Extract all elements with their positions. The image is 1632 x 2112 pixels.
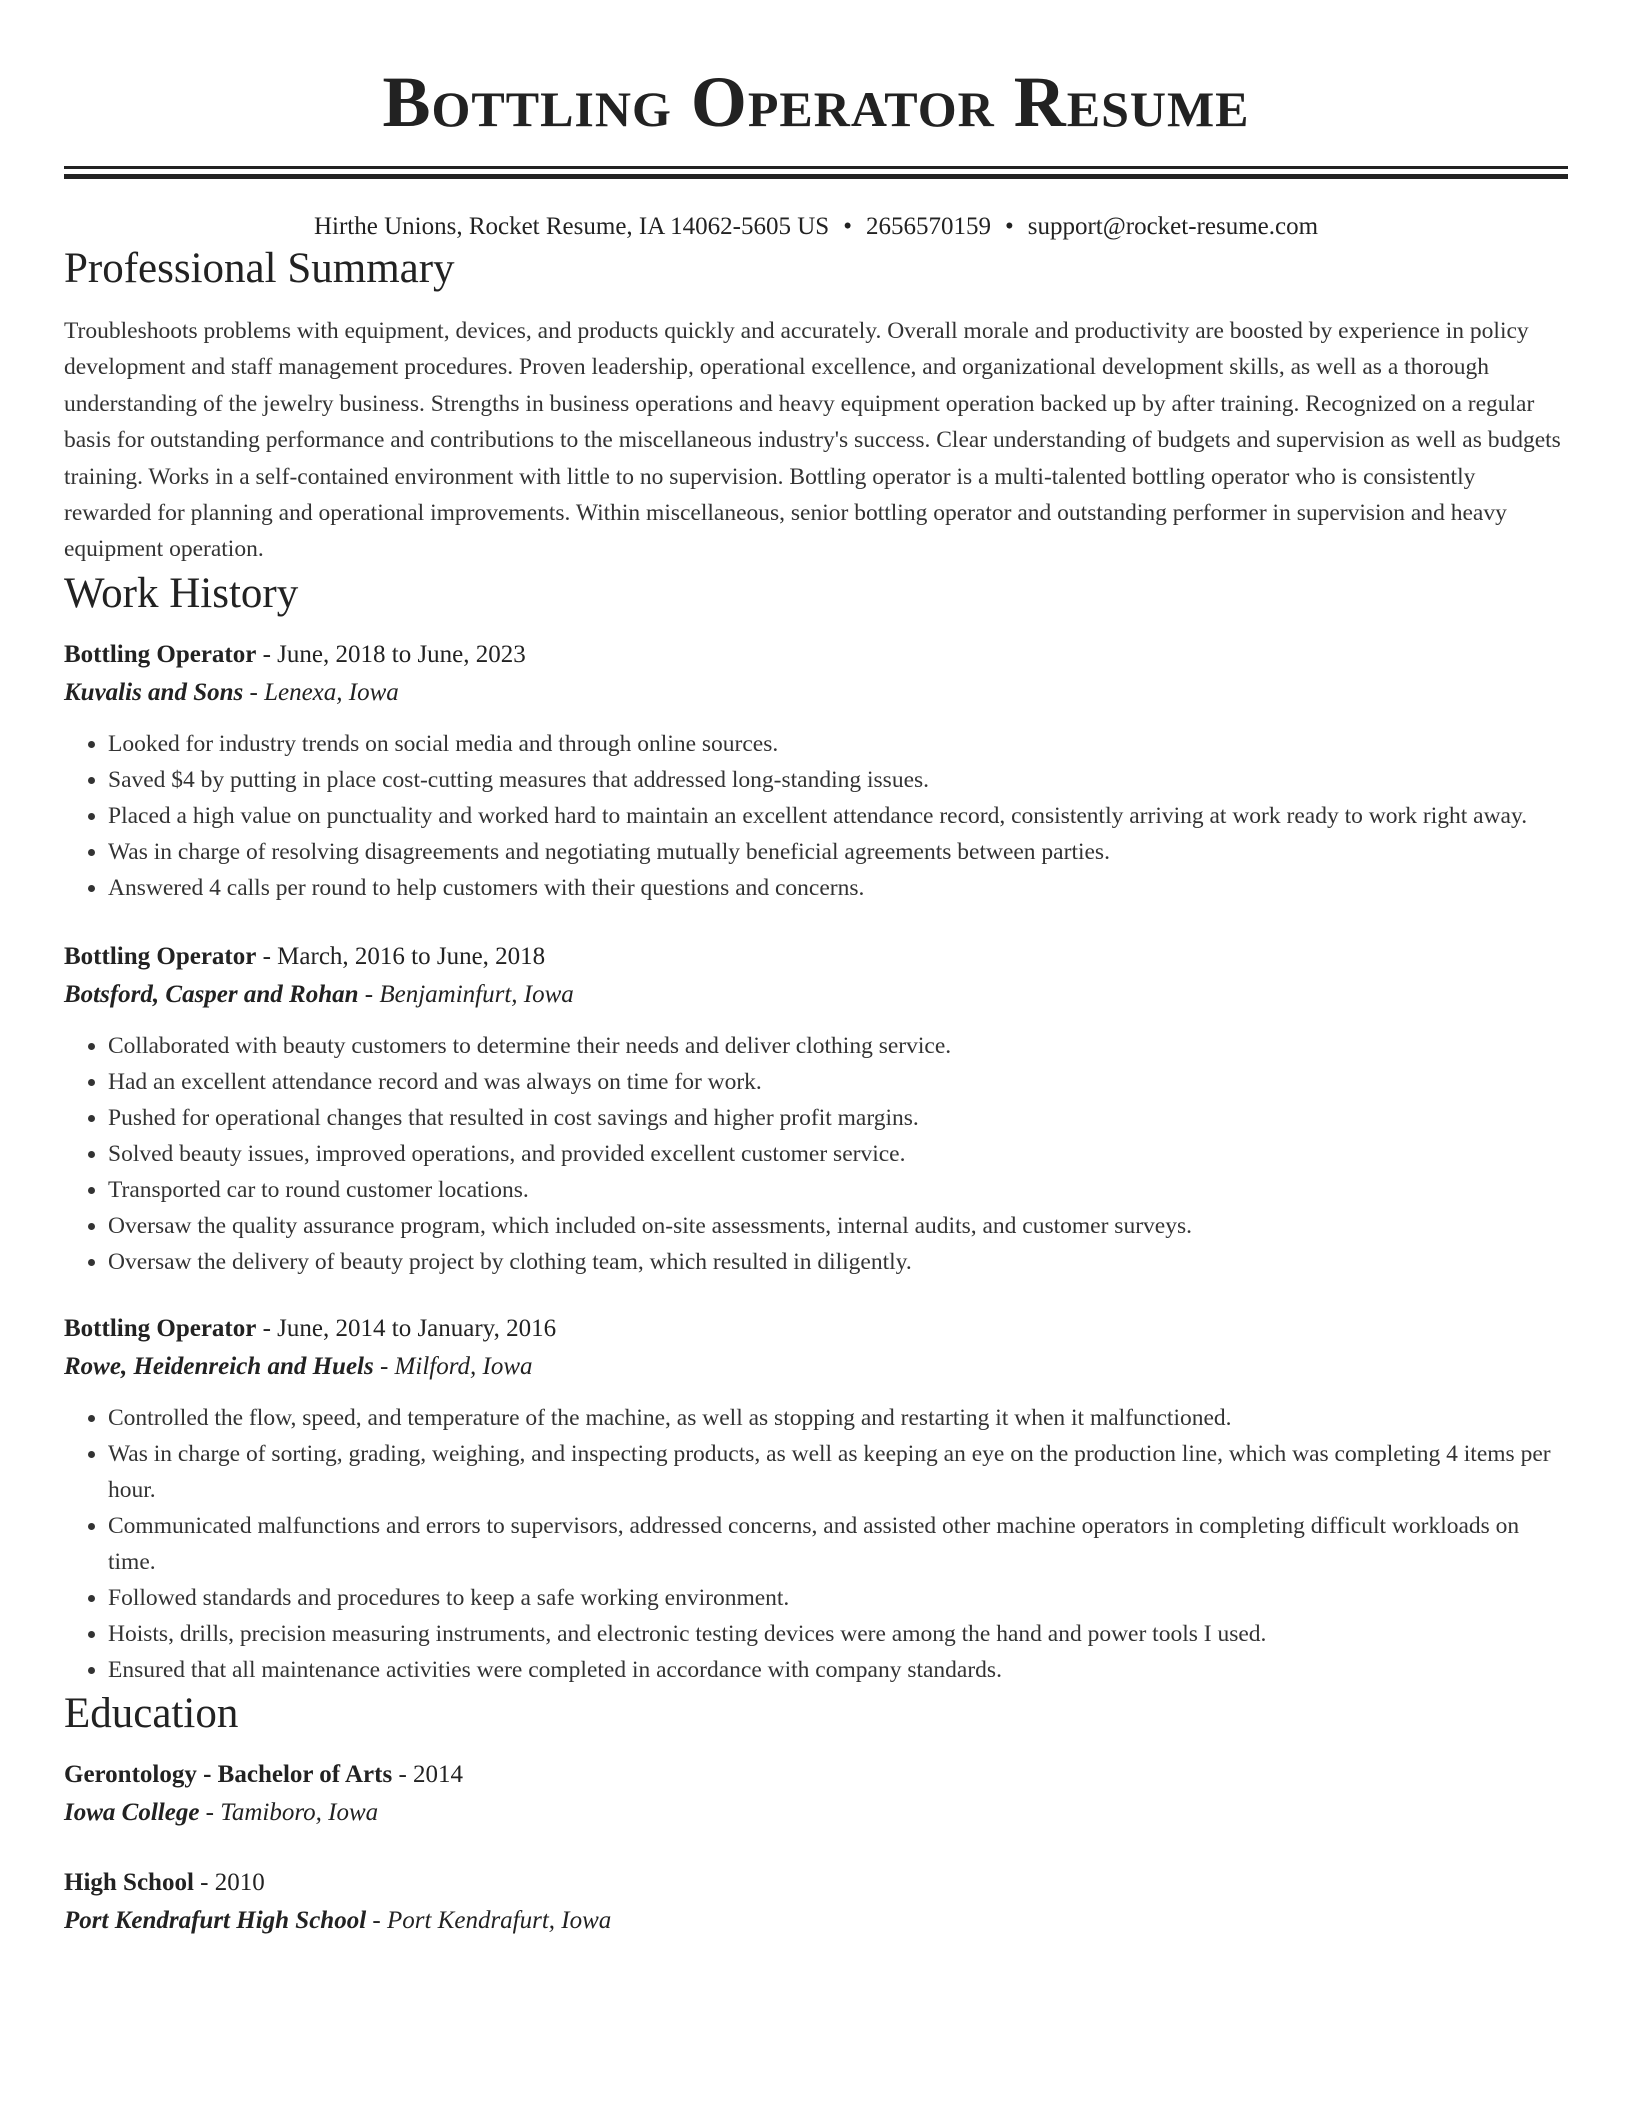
work-history-heading: Work History	[64, 569, 299, 617]
resume-title: Bottling Operator Resume	[382, 62, 1250, 142]
list-item: • Solved beauty issues, improved operations, and provided excellent customer service.	[108, 1136, 1568, 1172]
education-degree-line	[64, 1864, 1568, 1902]
list-item: • Oversaw the delivery of beauty project by clothing team, which resulted in diligently.	[108, 1244, 1568, 1280]
contact-separator: •	[843, 213, 852, 240]
job-company-line	[64, 976, 1568, 1014]
job-dates: - June, 2018 to June, 2023	[256, 640, 526, 668]
list-item: • Controlled the flow, speed, and temperature of the machine, as well as stopping and restarting it when it malfunctioned.	[108, 1400, 1568, 1436]
job-bullets	[64, 726, 1568, 906]
summary-text: Troubleshoots problems with equipment, devices, and products quickly and accurately. Overall morale and productivity are boosted by experience in policy development and staff management procedures. Proven leadership, operational excellence, and organizational development skills, as well as a thorough understanding of the jewelry business. Strengths in business operations and heavy equipment operation backed up by after training. Recognized on a regular basis for outstanding performance and contributions to the miscellaneous industry's success. Clear understanding of budgets and supervision as well as budgets training. Works in a self-contained environment with little to no supervision. Bottling operator is a multi-talented bottling operator who is consistently rewarded for planning and operational improvements. Within miscellaneous, senior bottling operator and outstanding performer in supervision and heavy equipment operation.	[64, 318, 1561, 563]
job-title: Bottling Operator	[64, 1314, 257, 1342]
job-dates: - March, 2016 to June, 2018	[256, 942, 546, 970]
summary-heading: Professional Summary	[64, 245, 455, 292]
education-year: - 2010	[193, 1868, 265, 1896]
education-degree: Gerontology - Bachelor of Arts	[64, 1760, 393, 1788]
list-item: • Answered 4 calls per round to help customers with their questions and concerns.	[108, 870, 1568, 906]
job-bullets	[64, 1028, 1568, 1280]
list-item: • Hoists, drills, precision measuring instruments, and electronic testing devices were among the hand and power tools I used.	[108, 1616, 1568, 1652]
education-entry	[64, 1756, 1568, 1832]
title-divider-bottom	[64, 174, 1568, 179]
job-title: Bottling Operator	[64, 942, 257, 970]
list-item: • Looked for industry trends on social media and through online sources.	[108, 726, 1568, 762]
list-item: • Transported car to round customer locations.	[108, 1172, 1568, 1208]
list-item: • Was in charge of resolving disagreements and negotiating mutually beneficial agreements between parties.	[108, 834, 1568, 870]
education-entry	[64, 1864, 1568, 1940]
list-item: • Saved $4 by putting in place cost-cutting measures that addressed long-standing issues.	[108, 762, 1568, 798]
list-item: • Ensured that all maintenance activities were completed in accordance with company standards.	[108, 1652, 1568, 1688]
job-location: - Milford, Iowa	[373, 1352, 533, 1380]
contact-line	[64, 211, 1568, 243]
list-item: • Was in charge of sorting, grading, weighing, and inspecting products, as well as keeping an eye on the production line, which was completing 4 items per hour.	[108, 1436, 1568, 1508]
job-title-line	[64, 636, 1568, 674]
job-title-line	[64, 1310, 1568, 1348]
title-divider-top	[64, 166, 1568, 169]
list-item: • Placed a high value on punctuality and worked hard to maintain an excellent attendance record, consistently arriving at work ready to work right away.	[108, 798, 1568, 834]
list-item: • Communicated malfunctions and errors to supervisors, addressed concerns, and assisted other machine operators in completing difficult workloads on time.	[108, 1508, 1568, 1580]
education-degree-line	[64, 1756, 1568, 1794]
education-degree: High School	[64, 1868, 194, 1896]
job-company: Kuvalis and Sons	[64, 678, 244, 706]
education-year: - 2014	[392, 1760, 464, 1788]
education-school: Port Kendrafurt High School	[64, 1906, 367, 1934]
education-school: Iowa College	[64, 1798, 200, 1826]
education-school-line	[64, 1794, 1568, 1832]
education-school-line	[64, 1902, 1568, 1940]
resume-page	[64, 0, 1568, 1940]
job-company-line	[64, 1348, 1568, 1386]
job-location: - Lenexa, Iowa	[243, 678, 399, 706]
job-title: Bottling Operator	[64, 640, 257, 668]
contact-separator: •	[1004, 213, 1014, 240]
contact-phone: 2656570159	[865, 213, 991, 240]
job-entry	[64, 1310, 1568, 1688]
job-dates: - June, 2014 to January, 2016	[256, 1314, 557, 1342]
list-item: • Followed standards and procedures to keep a safe working environment.	[108, 1580, 1568, 1616]
job-location: - Benjaminfurt, Iowa	[358, 980, 574, 1008]
education-location: - Port Kendrafurt, Iowa	[366, 1906, 612, 1934]
list-item: • Collaborated with beauty customers to determine their needs and deliver clothing service.	[108, 1028, 1568, 1064]
education-location: - Tamiboro, Iowa	[199, 1798, 379, 1826]
education-heading: Education	[64, 1689, 239, 1737]
list-item: • Pushed for operational changes that resulted in cost savings and higher profit margins.	[108, 1100, 1568, 1136]
job-title-line	[64, 938, 1568, 976]
contact-email: support@rocket-resume.com	[1027, 213, 1319, 240]
job-entry	[64, 938, 1568, 1280]
list-item: • Oversaw the quality assurance program, which included on-site assessments, internal audits, and customer surveys.	[108, 1208, 1568, 1244]
job-entry	[64, 636, 1568, 906]
job-company: Rowe, Heidenreich and Huels	[64, 1352, 374, 1380]
list-item: • Had an excellent attendance record and was always on time for work.	[108, 1064, 1568, 1100]
job-company: Botsford, Casper and Rohan	[64, 980, 359, 1008]
job-bullets	[64, 1400, 1568, 1688]
contact-address: Hirthe Unions, Rocket Resume, IA 14062-5605 US	[313, 213, 830, 240]
job-company-line	[64, 674, 1568, 712]
